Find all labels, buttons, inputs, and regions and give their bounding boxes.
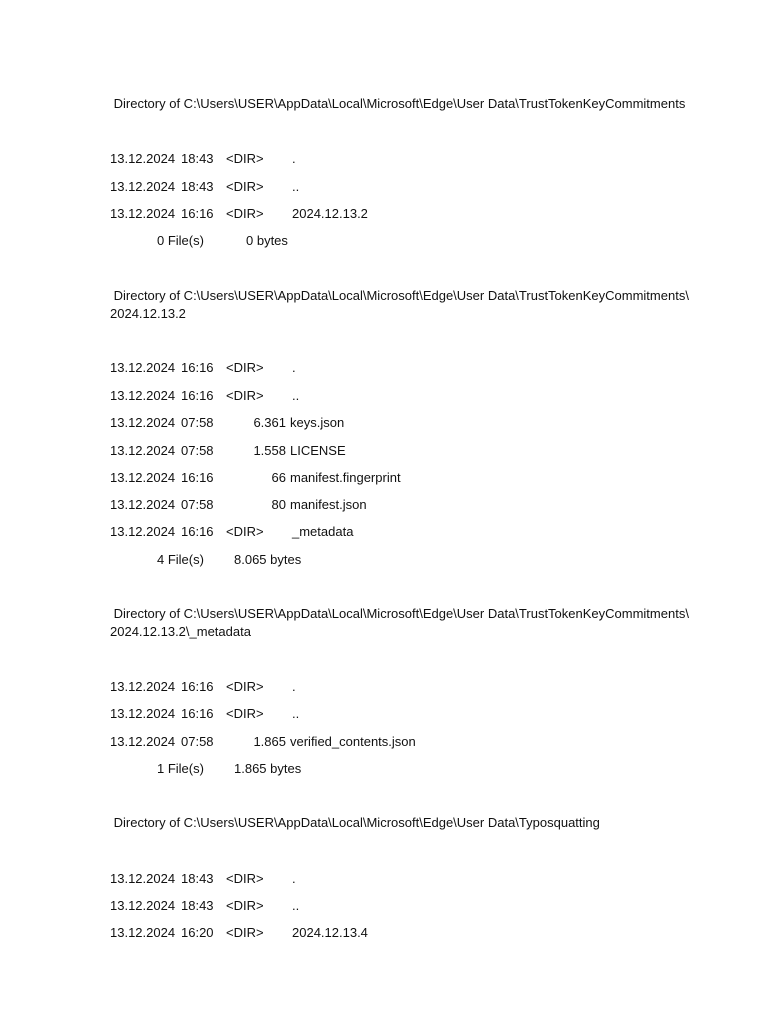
entry-name: .. xyxy=(292,388,300,403)
entry-time: 18:43 xyxy=(181,151,214,166)
byte-total: 8.065 bytes xyxy=(234,552,302,567)
byte-total: 1.865 bytes xyxy=(234,761,302,776)
byte-total: 0 bytes xyxy=(246,233,288,248)
entry-type: <DIR> xyxy=(226,360,264,375)
entry-size: 6.361 xyxy=(253,415,286,430)
entry-time: 07:58 xyxy=(181,415,214,430)
entry-type: <DIR> xyxy=(226,179,264,194)
entry-date: 13.12.2024 xyxy=(110,706,176,721)
entry-date: 13.12.2024 xyxy=(110,679,176,694)
entry-name: .. xyxy=(292,898,300,913)
entry-date: 13.12.2024 xyxy=(110,734,176,749)
entry-name: LICENSE xyxy=(290,443,346,458)
entry-time: 16:16 xyxy=(181,360,214,375)
entry-time: 07:58 xyxy=(181,497,214,512)
entry-time: 16:16 xyxy=(181,679,214,694)
entry-name: . xyxy=(292,871,296,886)
entry-date: 13.12.2024 xyxy=(110,415,176,430)
entry-name: 2024.12.13.2 xyxy=(292,206,368,221)
entry-name: . xyxy=(292,360,296,375)
file-count: 1 File(s) xyxy=(157,761,204,776)
entry-name: keys.json xyxy=(290,415,345,430)
entry-time: 07:58 xyxy=(181,443,214,458)
entry-date: 13.12.2024 xyxy=(110,206,176,221)
entry-size: 80 xyxy=(271,497,286,512)
entry-name: . xyxy=(292,151,296,166)
entry-type: <DIR> xyxy=(226,679,264,694)
entry-date: 13.12.2024 xyxy=(110,497,176,512)
entry-date: 13.12.2024 xyxy=(110,871,176,886)
entry-name: .. xyxy=(292,706,300,721)
entry-size: 66 xyxy=(271,470,286,485)
entry-time: 16:16 xyxy=(181,470,214,485)
entry-name: _metadata xyxy=(292,524,354,539)
directory-header-continued: 2024.12.13.2 xyxy=(110,306,186,321)
directory-header: Directory of C:\Users\USER\AppData\Local\Microsoft\Edge\User Data\Typosquatting xyxy=(110,815,600,830)
entry-name: manifest.json xyxy=(290,497,367,512)
entry-name: manifest.fingerprint xyxy=(290,470,401,485)
entry-date: 13.12.2024 xyxy=(110,524,176,539)
entry-type: <DIR> xyxy=(226,151,264,166)
entry-date: 13.12.2024 xyxy=(110,925,176,940)
entry-type: <DIR> xyxy=(226,925,264,940)
entry-type: <DIR> xyxy=(226,898,264,913)
entry-date: 13.12.2024 xyxy=(110,388,176,403)
entry-time: 18:43 xyxy=(181,179,214,194)
entry-time: 07:58 xyxy=(181,734,214,749)
directory-header-continued: 2024.12.13.2\_metadata xyxy=(110,624,251,639)
entry-date: 13.12.2024 xyxy=(110,179,176,194)
entry-name: verified_contents.json xyxy=(290,734,416,749)
entry-type: <DIR> xyxy=(226,706,264,721)
entry-time: 16:16 xyxy=(181,206,214,221)
file-count: 0 File(s) xyxy=(157,233,204,248)
entry-name: 2024.12.13.4 xyxy=(292,925,368,940)
entry-date: 13.12.2024 xyxy=(110,360,176,375)
directory-header: Directory of C:\Users\USER\AppData\Local\Microsoft\Edge\User Data\TrustTokenKeyCommitments xyxy=(110,96,686,111)
entry-time: 18:43 xyxy=(181,871,214,886)
entry-size: 1.558 xyxy=(253,443,286,458)
entry-time: 16:16 xyxy=(181,706,214,721)
entry-date: 13.12.2024 xyxy=(110,443,176,458)
entry-time: 18:43 xyxy=(181,898,214,913)
entry-time: 16:16 xyxy=(181,388,214,403)
entry-type: <DIR> xyxy=(226,388,264,403)
entry-type: <DIR> xyxy=(226,206,264,221)
entry-name: . xyxy=(292,679,296,694)
entry-date: 13.12.2024 xyxy=(110,470,176,485)
entry-date: 13.12.2024 xyxy=(110,898,176,913)
entry-name: .. xyxy=(292,179,300,194)
directory-header: Directory of C:\Users\USER\AppData\Local\Microsoft\Edge\User Data\TrustTokenKeyCommitments\ xyxy=(110,288,689,303)
entry-time: 16:20 xyxy=(181,925,214,940)
entry-type: <DIR> xyxy=(226,524,264,539)
file-count: 4 File(s) xyxy=(157,552,204,567)
entry-time: 16:16 xyxy=(181,524,214,539)
entry-size: 1.865 xyxy=(253,734,286,749)
directory-header: Directory of C:\Users\USER\AppData\Local\Microsoft\Edge\User Data\TrustTokenKeyCommitments\ xyxy=(110,606,689,621)
entry-type: <DIR> xyxy=(226,871,264,886)
entry-date: 13.12.2024 xyxy=(110,151,176,166)
